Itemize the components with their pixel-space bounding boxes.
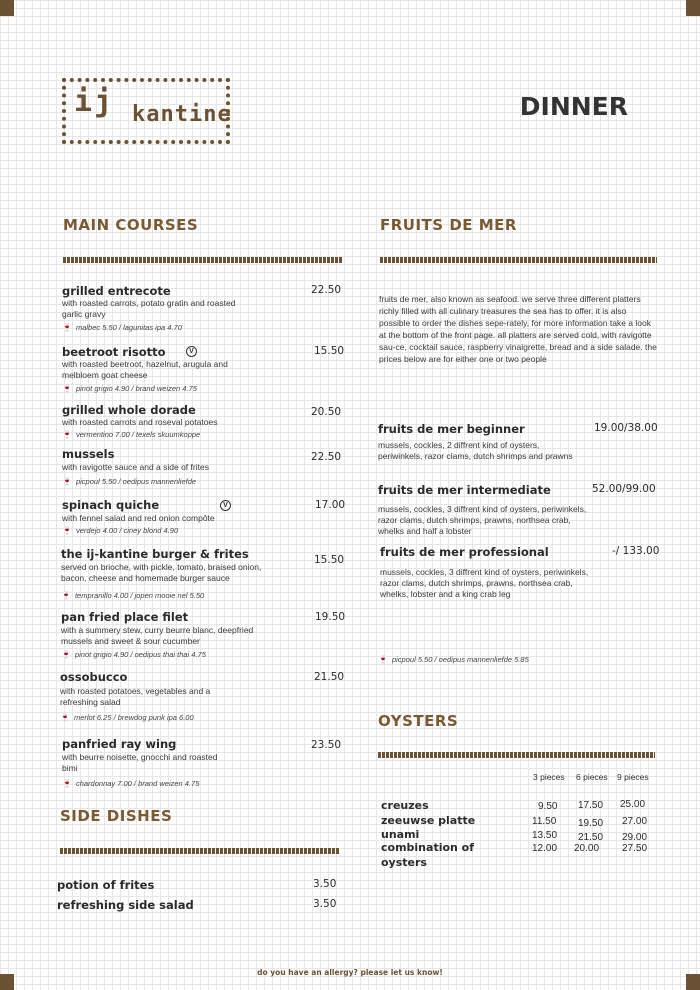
oyster-price: 17.50 — [578, 800, 604, 811]
item-name: panfried ray wing — [62, 737, 177, 751]
oysters-column-header: 9 pieces — [617, 772, 649, 782]
item-description: with beurre noisette, gnocchi and roasted bimi — [62, 752, 218, 773]
logo-ij-text: ij — [74, 84, 115, 119]
oyster-name: zeeuwse platte — [381, 814, 476, 827]
item-description: mussels, cockles, 2 diffrent kind of oysters, periwinkels, razor clams, dutch shrimps and prawns — [378, 440, 573, 461]
page-title: DINNER — [519, 92, 628, 121]
main-courses-title: MAIN COURSES — [63, 216, 199, 234]
item-price: 23.50 — [311, 739, 342, 751]
oyster-price: 12.00 — [532, 843, 558, 854]
wine-glass-icon: 🍷 — [61, 650, 71, 659]
wine-pairing — [62, 477, 196, 486]
wine-glass-icon: 🍷 — [60, 713, 70, 722]
item-name: spinach quiche — [62, 498, 160, 512]
wine-pairing — [62, 430, 200, 439]
item-price: 19.00/38.00 — [594, 422, 658, 434]
oysters-column-header: 6 pieces — [576, 772, 608, 782]
item-name: fruits de mer beginner — [378, 422, 525, 436]
wine-glass-icon: 🍷 — [62, 477, 72, 486]
logo-kantine-text: kantine — [132, 102, 232, 127]
wine-pairing — [60, 713, 194, 722]
item-description: served on brioche, with pickle, tomato, braised onion, bacon, cheese and homemade burger sauce — [61, 562, 262, 583]
item-description: mussels, cockles, 3 diffrent kind of oysters, periwinkels, razor clams, dutch shrimps, prawns, northsea crab, whelks, lobster and a king crab leg — [380, 567, 589, 599]
item-name: fruits de mer intermediate — [378, 483, 551, 497]
wine-glass-icon: 🍷 — [62, 779, 72, 788]
item-name: the ij-kantine burger & frites — [61, 547, 249, 561]
item-name: pan fried place filet — [61, 610, 189, 624]
item-name: refreshing side salad — [57, 898, 194, 912]
item-description: mussels, cockles, 3 diffrent kind of oysters, periwinkels, razor clams, dutch shrimps, prawns, northsea crab, whelks and half a lobster — [378, 504, 587, 536]
item-name: potion of frites — [57, 878, 155, 892]
oysters-divider — [378, 752, 655, 758]
wine-glass-icon: 🍷 — [61, 591, 71, 600]
oyster-price: 25.00 — [620, 799, 646, 810]
item-description: with a summery stew, curry beurre blanc, deepfried mussels and sweet & sour cucumber — [61, 625, 254, 646]
allergy-footer: do you have an allergy? please let us know! — [257, 968, 443, 977]
item-price: 22.50 — [311, 284, 342, 296]
oyster-price: 13.50 — [532, 830, 558, 841]
item-price: 52.00/99.00 — [592, 483, 656, 495]
oyster-name: creuzes — [381, 799, 429, 812]
corner-mark-top-left — [0, 0, 14, 16]
wine-pairing-text: pinot grigio 4.90 / oedipus thai thai 4.75 — [74, 650, 206, 659]
wine-pairing-text: vermentino 7.00 / texels skuumkoppe — [75, 430, 201, 439]
wine-pairing-text: merlot 6.25 / brewdog punk ipa 6.00 — [73, 713, 194, 722]
item-description: with fennel salad and red onion compôte — [62, 513, 215, 523]
wine-glass-icon: 🍷 — [62, 526, 72, 535]
item-description: with roasted beetroot, hazelnut, arugula and melbloem goat cheese — [62, 359, 228, 380]
wine-pairing — [62, 384, 197, 393]
logo — [62, 78, 230, 144]
item-description: with roasted carrots and roseval potatoes — [62, 417, 218, 427]
item-price: 19.50 — [315, 611, 346, 623]
oyster-price: 9.50 — [538, 801, 558, 812]
wine-glass-icon: 🍷 — [378, 655, 388, 664]
wine-pairing-text: malbec 5.50 / lagunitas ipa 4.70 — [75, 323, 182, 332]
item-price: -/ 133.00 — [612, 545, 660, 557]
main-courses-divider — [63, 257, 343, 263]
fruits-de-mer-title: FRUITS DE MER — [380, 216, 517, 234]
corner-mark-top-right — [686, 0, 700, 16]
wine-pairing — [62, 779, 199, 788]
item-description: with roasted carrots, potato gratin and roasted garlic gravy — [62, 298, 236, 319]
wine-pairing-text: tempranillo 4.00 / jopen mooie nel 5.50 — [74, 591, 205, 600]
wine-pairing — [61, 591, 204, 600]
wine-pairing-text: verdejo 4.00 / ciney blond 4.90 — [75, 526, 179, 535]
wine-pairing — [378, 655, 529, 664]
oyster-price: 21.50 — [578, 832, 604, 843]
wine-pairing-text: picpoul 5.50 / oedipus mannenliefde 5.85 — [391, 655, 529, 664]
item-name: mussels — [62, 447, 115, 461]
wine-pairing — [61, 650, 206, 659]
item-name: beetroot risotto — [62, 345, 166, 359]
oyster-price: 20.00 — [574, 843, 600, 854]
wine-pairing — [62, 526, 178, 535]
item-price: 21.50 — [314, 671, 345, 683]
item-price: 3.50 — [313, 878, 337, 890]
oyster-price: 11.50 — [532, 816, 557, 827]
item-price: 22.50 — [311, 451, 342, 463]
oyster-price: 29.00 — [622, 832, 648, 843]
wine-pairing — [62, 323, 182, 332]
oyster-price: 27.00 — [622, 816, 648, 827]
item-price: 15.50 — [314, 554, 345, 566]
item-price: 17.00 — [315, 499, 346, 511]
item-price: 15.50 — [314, 345, 345, 357]
vegetarian-icon: V — [220, 500, 231, 511]
item-name: grilled entrecote — [62, 284, 171, 298]
oyster-name: unami — [381, 828, 420, 841]
oyster-price: 19.50 — [578, 818, 604, 829]
wine-glass-icon: 🍷 — [62, 384, 72, 393]
oyster-price: 27.50 — [622, 843, 648, 854]
fruits-de-mer-divider — [380, 257, 657, 263]
item-name: ossobucco — [60, 670, 128, 684]
item-price: 3.50 — [313, 898, 337, 910]
wine-glass-icon: 🍷 — [62, 430, 72, 439]
oysters-column-header: 3 pieces — [533, 772, 565, 782]
item-name: fruits de mer professional — [380, 545, 549, 559]
item-name: grilled whole dorade — [62, 403, 196, 417]
item-description: with ravigotte sauce and a side of frites — [62, 462, 209, 472]
wine-pairing-text: picpoul 5.50 / oedipus mannenliefde — [75, 477, 197, 486]
item-price: 20.50 — [311, 406, 342, 418]
wine-pairing-text: pinot grigio 4.90 / brand weizen 4.75 — [75, 384, 197, 393]
side-dishes-divider — [60, 848, 340, 854]
fruits-de-mer-intro: fruits de mer, also known as seafood. we serve three different platters richly filled with all culinary treasures the sea has to offer. it is also possible to order the dishes sepe-rately, for more information take a look at the bottom of the front page. all platters are served cold, with ravigotte sau-ce, cocktail sauce, raspberry vinaigrette, bread and a side salade. the prices below are for either one or two people — [379, 294, 657, 364]
item-description: with roasted potatoes, vegetables and a refreshing salad — [60, 686, 211, 707]
wine-pairing-text: chardonnay 7.00 / brand weizen 4.75 — [75, 779, 200, 788]
wine-glass-icon: 🍷 — [62, 323, 72, 332]
oyster-name: combination of oysters — [381, 841, 475, 869]
side-dishes-title: SIDE DISHES — [60, 807, 173, 825]
vegetarian-icon: V — [186, 346, 197, 357]
oysters-title: OYSTERS — [378, 712, 459, 730]
